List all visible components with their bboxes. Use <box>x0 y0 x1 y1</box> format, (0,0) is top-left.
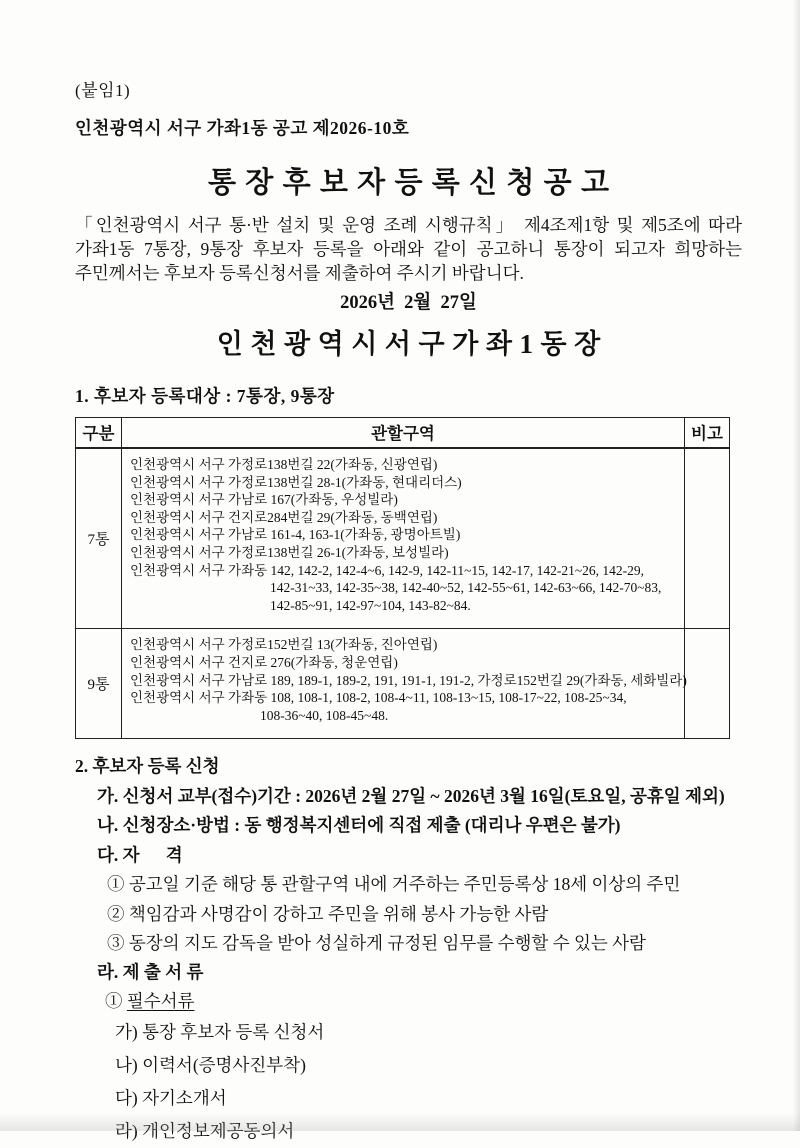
required-documents-heading <box>75 987 742 1016</box>
address-line: 인천광역시 서구 가좌동 108, 108-1, 108-2, 108-4~11, 108-13~15, 108-17~22, 108-25~34, <box>130 690 627 706</box>
address-line: 인천광역시 서구 가남로 167(가좌동, 우성빌라) <box>130 492 398 508</box>
address-line: 인천광역시 서구 가정로152번길 13(가좌동, 진아연립) <box>130 637 438 653</box>
table-row-tong7 <box>76 448 730 629</box>
qualification-item-1: ① 공고일 기준 해당 통 관할구역 내에 거주하는 주민등록상 18세 이상의 주민 <box>107 874 681 895</box>
notice-number: 인천광역시 서구 가좌1동 공고 제2026-10호 <box>75 118 410 138</box>
col-header-bigo: 비고 <box>685 418 730 449</box>
item-ga-application-period: 가. 신청서 교부(접수)기간 : 2026년 2월 27일 ~ 2026년 3월 16일(토요일, 공휴일 제외) <box>97 785 725 806</box>
address-line-continuation: 142-31~33, 142-35~38, 142-40~52, 142-55~61, 142-63~66, 142-70~83, <box>270 580 662 596</box>
address-line-continuation: 108-36~40, 108-45~48. <box>260 707 389 723</box>
notice-body-paragraph: 「인천광역시 서구 통·반 설치 및 운영 조례 시행규칙」 제4조제1항 및 제5조에 따라 가좌1동 7통장, 9통장 후보자 등록을 아래와 같이 공고하니 통장이 되고자 희망하는 주민께서는 후보자 등록신청서를 제출하여 주시기 바랍니다. <box>75 215 742 283</box>
document-item-1: 가) 통장 후보자 등록 신청서 <box>115 1022 325 1043</box>
table-header-row <box>76 418 730 449</box>
address-line: 인천광역시 서구 가남로 189, 189-1, 189-2, 191, 191-1, 191-2, 가정로152번길 29(가좌동, 세화빌라) <box>130 672 687 688</box>
required-documents-marker: ① <box>105 991 123 1012</box>
col-header-area: 관할구역 <box>122 418 685 449</box>
section2 <box>75 752 742 1147</box>
notice-date: 2026년 2월 27일 <box>340 293 477 313</box>
qualification-item-2: ② 책임감과 사명감이 강하고 주민을 위해 봉사 가능한 사람 <box>107 903 549 924</box>
address-line: 인천광역시 서구 가정로138번길 26-1(가좌동, 보성빌라) <box>130 544 449 560</box>
address-line-continuation: 142-85~91, 142-97~104, 143-82~84. <box>270 597 471 613</box>
item-na-application-place: 나. 신청장소·방법 : 동 행정복지센터에 직접 제출 (대리나 우편은 불가) <box>97 815 621 836</box>
address-line: 인천광역시 서구 건지로284번길 29(가좌동, 동백연립) <box>130 509 438 525</box>
item-da-qualification-label: 다. 자 격 <box>97 844 183 865</box>
document-item-3: 다) 자기소개서 <box>115 1088 227 1109</box>
col-header-gubun: 구분 <box>76 418 122 449</box>
tong9-bigo-cell <box>685 629 730 739</box>
section1-heading: 1. 후보자 등록대상 : 7통장, 9통장 <box>75 386 335 406</box>
qualification-item-3: ③ 동장의 지도 감독을 받아 성실하게 규정된 임무를 수행할 수 있는 사람 <box>107 932 646 953</box>
address-line: 인천광역시 서구 가정로138번길 22(가좌동, 신광연립) <box>130 457 438 472</box>
item-ra-documents-label: 라. 제 출 서 류 <box>97 961 204 982</box>
tong9-area-cell <box>122 629 685 739</box>
tong9-label: 9통 <box>76 629 122 739</box>
attachment-label: (붙임1) <box>75 81 131 100</box>
address-line: 인천광역시 서구 가남로 161-4, 163-1(가좌동, 광명아트빌) <box>130 527 461 543</box>
document-item-4: 라) 개인정보제공동의서 <box>115 1120 295 1141</box>
table-row-tong9 <box>76 629 730 739</box>
address-line: 인천광역시 서구 건지로 276(가좌동, 청운연립) <box>130 654 398 670</box>
address-line: 인천광역시 서구 가정로138번길 28-1(가좌동, 현대리더스) <box>130 474 462 490</box>
document-title: 통장후보자등록신청공고 <box>208 167 619 199</box>
section2-heading: 2. 후보자 등록 신청 <box>75 756 220 777</box>
address-line: 인천광역시 서구 가좌동 142, 142-2, 142-4~6, 142-9, 142-11~15, 142-17, 142-21~26, 142-29, <box>130 562 645 578</box>
tong7-label: 7통 <box>76 448 122 629</box>
tong7-bigo-cell <box>685 448 730 629</box>
district-table <box>75 417 730 739</box>
issuer-title: 인천광역시서구가좌1동장 <box>216 329 608 359</box>
document-item-2: 나) 이력서(증명사진부착) <box>115 1055 306 1076</box>
tong7-area-cell <box>122 448 685 629</box>
required-documents-label: 필수서류 <box>126 991 195 1012</box>
